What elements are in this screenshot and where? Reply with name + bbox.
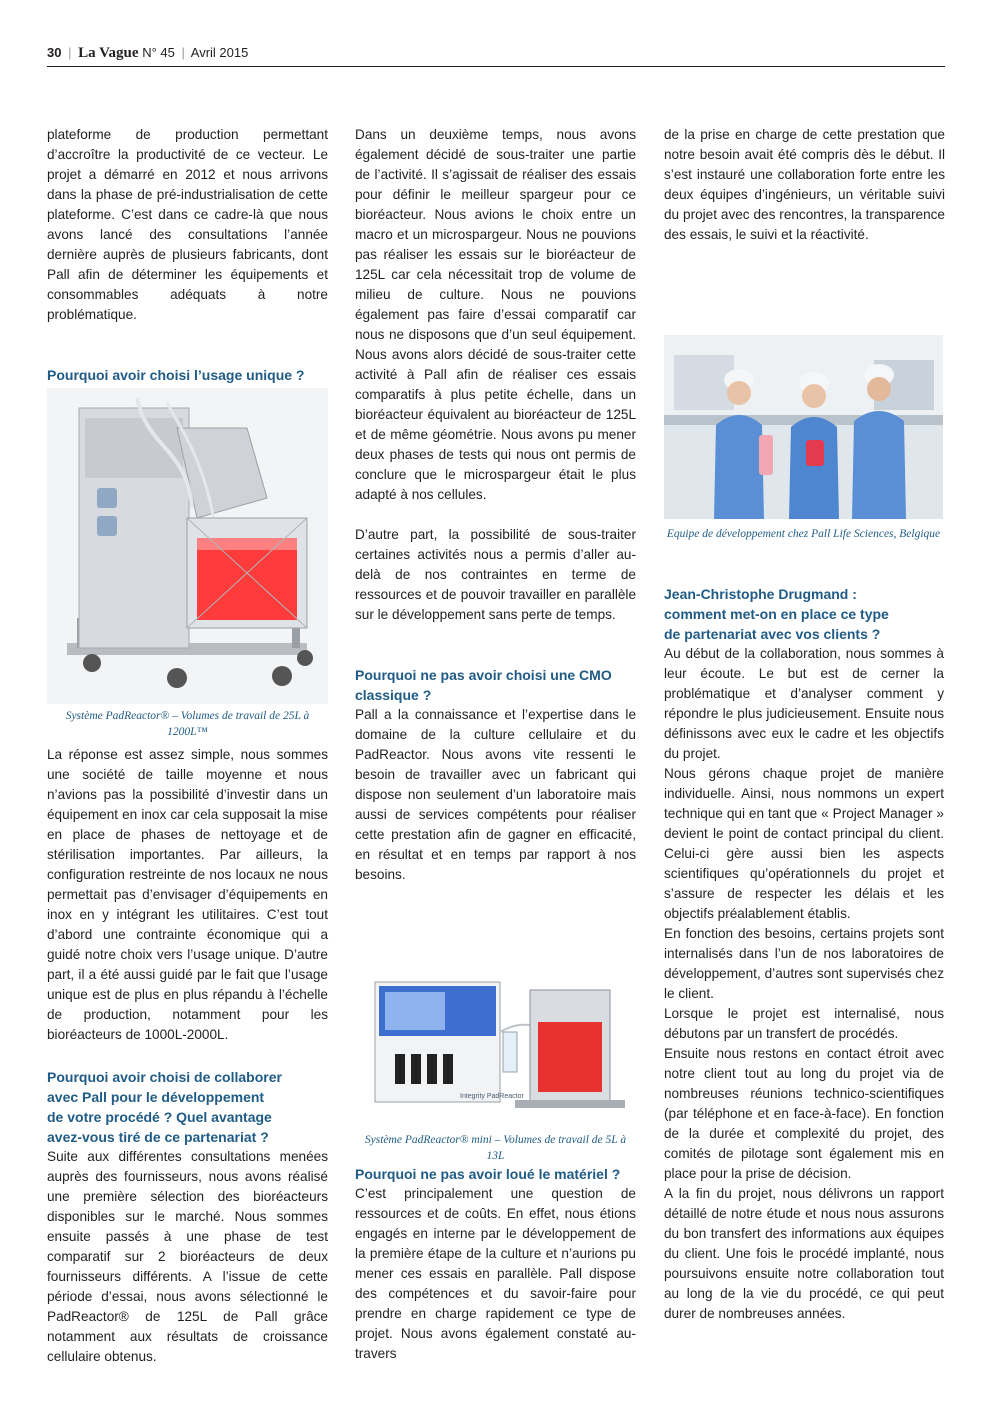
paragraph: Lorsque le projet est internalisé, nous débutons par un transfert de procédés. [664, 1006, 944, 1041]
paragraph: La réponse est assez simple, nous sommes une société de taille moyenne et nous n’avions pas la possibilité d’investir dans un équipement en inox car cela supposait la mise en place de phases de nettoyage et de stérilisation importantes. Par ailleurs, la configuration restreinte de nos locaux ne nous permettait pas d’envisager d’équipements en inox en y intégrant les utilitaires. C’est tout d’abord une contrainte économique qui a guidé notre choix vers l’usage unique. D’autre part, il a été aussi guidé par le fait que l’usage unique est de plus en plus répandu à l’échelle de production, notamment pour les bioréacteurs de 1000L-2000L. [47, 747, 328, 1042]
pall-team-photo [664, 335, 943, 519]
team-caption: Equipe de développement chez Pall Life Sciences, Belgique [666, 528, 941, 540]
paragraph: Dans un deuxième temps, nous avons également décidé de sous-traiter une partie de l’activité. Il s’agissait de réaliser des essais pour définir le meilleur spargeur pour ce bioréacteur. Nous avions le choix entre un macro et un microspargeur. Nous ne pouvions pas réaliser les essais sur le bioréacteur de 125L car cela nécessitait trop de volume de milieu de culture. Nous ne pouvions également pas faire d’essai comparatif car nous ne disposons que d’un seul équipement. Nous avons alors décidé de sous-traiter cette activité à Pall afin de réaliser ces essais comparatifs à plus petite échelle, dans un bioréacteur équivalent au bioréacteur de 125L et de même géométrie. Nous avons pu mener deux phases de tests qui nous ont permis de conclure que le microspargeur était le plus adapté à nos cellules. [355, 127, 636, 502]
column-3-lower [664, 584, 944, 1324]
padreactor-system-image [47, 388, 328, 704]
column-1 [47, 125, 328, 385]
paragraph: A la fin du projet, nous délivrons un rapport détaillé de notre étude et nous nous assurons du bon transfert des informations aux équipes du client. Une fois le procédé implanté, nous poursuivons ensuite notre collaboration tout au long de la vie du procédé, ce qui peut durer de nombreuses années. [664, 1186, 944, 1321]
intro-paragraph: plateforme de production permettant d’accroître la productivité de ce vecteur. Le projet a démarré en 2012 et nous arrivons dans la phase de pré-industrialisation de cette plateforme. C’est dans ce cadre-là que nous avons lancé des consultations l’année dernière auprès de plusieurs fabricants, dont Pall afin de déterminer les équipements et consommables adéquats à notre problématique. [47, 127, 328, 322]
section-heading-location: Pourquoi ne pas avoir loué le matériel ? [355, 1166, 621, 1182]
paragraph: Ensuite nous restons en contact étroit avec notre client tout au long du projet via de nombreuses réunions technico-scientifiques (par téléphone et en face-à-face). En fonction de la durée et complexité du projet, des comités de pilotage sont également mis en place pour la prise de décision. [664, 1046, 944, 1181]
column-3 [664, 125, 945, 245]
header-separator: | [181, 45, 185, 60]
device-label: Integrity PadReactor [460, 1093, 524, 1100]
magazine-title: La Vague [78, 45, 139, 61]
paragraph: En fonction des besoins, certains projets sont internalisés dans l’un de nos laboratoires de développement, d’autres sont supervisés chez le client. [664, 926, 944, 1001]
paragraph: Pall a la connaissance et l’expertise dans le domaine de la culture cellulaire et du PadReactor. Nous avons vite ressenti le besoin de travailler avec un fabricant qui dispose non seulement d’un laboratoire mais aussi de services compétents pour réaliser cette prestation afin de gagner en efficacité, en résultat et en temps par rapport à nos besoins. [355, 707, 636, 882]
heading-line: Pourquoi avoir choisi de collaborer [47, 1069, 282, 1085]
paragraph: Au début de la collaboration, nous sommes à leur écoute. Le but est de cerner la problématique et d’analyser comment y répondre le plus judicieusement. Ensuite nous définissons avec eux le cadre et les objectifs du projet. [664, 646, 944, 761]
heading-line: classique ? [355, 687, 432, 703]
column-1-lower [47, 745, 328, 1367]
heading-line: avec Pall pour le développement [47, 1089, 265, 1105]
section-heading-partnership [664, 584, 944, 644]
column-2-lower [355, 1164, 636, 1364]
section-heading-cmo [355, 665, 636, 705]
column-2 [355, 125, 636, 885]
issue-number: N° 45 [142, 45, 175, 60]
issue-date: Avril 2015 [190, 45, 249, 60]
paragraph: de la prise en charge de cette prestation que notre besoin avait été compris dès le début. Il s’est instauré une collaboration forte entre les deux équipes d’ingénieurs, un véritable suivi du projet avec des rencontres, la transparence des essais, le suivi et la réactivité. [664, 127, 945, 242]
padreactor-mini-image [365, 972, 630, 1124]
page-number: 30 [47, 45, 62, 60]
section-heading-collaboration [47, 1067, 328, 1147]
padreactor-mini-caption: Système PadReactor® mini – Volumes de travail de 5L à 13L [364, 1134, 627, 1162]
padreactor-caption: Système PadReactor® – Volumes de travail de 25L à 1200L™ [65, 710, 310, 738]
page-header [47, 44, 945, 67]
heading-line: avez-vous tiré de ce partenariat ? [47, 1129, 269, 1145]
paragraph: Nous gérons chaque projet de manière individuelle. Ainsi, nous nommons un expert technique qui en tant que « Project Manager » devient le point de contact principal du client. Celui-ci gère aussi bien les aspects scientifiques qu’opérationnels du projet et s’assure de respecter les délais et les objectifs préalablement établis. [664, 766, 944, 921]
heading-line: de votre procédé ? Quel avantage [47, 1109, 272, 1125]
heading-line: Jean-Christophe Drugmand : [664, 586, 857, 602]
heading-line: comment met-on en place ce type [664, 606, 889, 622]
heading-line: Pourquoi ne pas avoir choisi une CMO [355, 667, 612, 683]
paragraph: Suite aux différentes consultations menées auprès des fournisseurs, nous avons réalisé une première sélection des bioréacteurs disponibles sur le marché. Nous sommes ensuite passés à une phase de test comparatif sur 2 bioréacteurs de deux fournisseurs différents. A l’issue de cette période d’essai, nous avons sélectionné le PadReactor® de 125L de Pall grâce notamment aux résultats de croissance cellulaire obtenus. [47, 1149, 328, 1364]
heading-line: de partenariat avec vos clients ? [664, 626, 881, 642]
header-separator: | [68, 45, 72, 60]
section-heading-usage-unique: Pourquoi avoir choisi l’usage unique ? [47, 367, 305, 383]
paragraph: D’autre part, la possibilité de sous-traiter certaines activités nous a permis d’aller au-delà de nos contraintes en terme de ressources et de pouvoir travailler en parallèle sur le développement sans perte de temps. [355, 527, 636, 622]
paragraph: C’est principalement une question de ressources et de coûts. En effet, nous étions engagés en interne par le développement de la première étape de la culture et n’aurions pu mener ces essais en parallèle. Pall dispose des compétences et du savoir-faire pour prendre en charge rapidement ce type de projet. Nous avons également constaté au-travers [355, 1186, 636, 1361]
